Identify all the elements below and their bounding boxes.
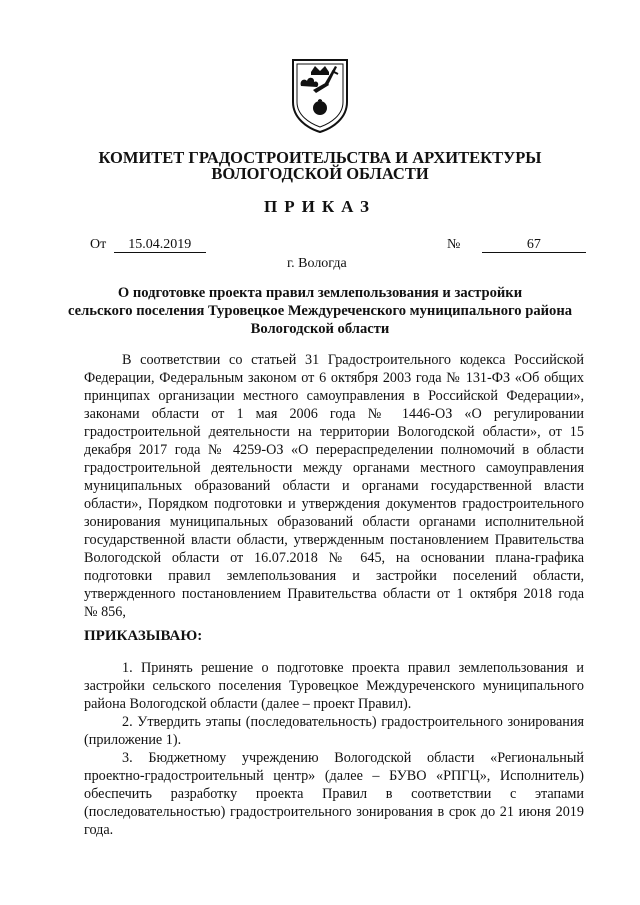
text-line: градостроительной деятельности на территории Вологодской области», от 15 bbox=[84, 424, 584, 440]
text-line: года. bbox=[84, 822, 114, 838]
subject-line: О подготовке проекта правил землепользования и застройки bbox=[117, 285, 523, 301]
text-line: утвержденного постановлением Правительства области от 1 октября 2018 года bbox=[84, 586, 584, 602]
order-item-1 bbox=[84, 659, 584, 713]
preamble-paragraph bbox=[84, 351, 584, 621]
text-line: подготовки правил землепользования и застройки поселений области, bbox=[84, 568, 584, 584]
committee-title-line1: КОМИТЕТ ГРАДОСТРОИТЕЛЬСТВА И АРХИТЕКТУРЫ bbox=[98, 148, 542, 167]
document-subject bbox=[60, 284, 580, 338]
text-line: 3. Бюджетному учреждению Вологодской области «Региональный bbox=[122, 750, 584, 766]
text-line: законами области от 1 мая 2006 года № 1446-ОЗ «О регулировании bbox=[84, 406, 584, 422]
text-line: государственной власти области, утвержденным постановлением Правительства bbox=[84, 532, 584, 548]
date-line bbox=[90, 236, 206, 254]
text-line: зонирования муниципальных образований области органами исполнительной bbox=[84, 514, 584, 530]
committee-title-line2: ВОЛОГОДСКОЙ ОБЛАСТИ bbox=[211, 164, 429, 183]
number-line bbox=[447, 236, 586, 254]
order-word: ПРИКАЗЫВАЮ: bbox=[84, 628, 203, 644]
date-prefix: От bbox=[90, 237, 107, 252]
text-line: Вологодской области от 16.07.2018 № 645, на основании плана-графика bbox=[84, 550, 584, 566]
text-line: № 856, bbox=[84, 604, 126, 620]
text-line: обеспечить разработку проекта Правил в соответствии с этапами bbox=[84, 786, 584, 802]
text-line: муниципальных образований области и органами государственной власти bbox=[84, 478, 584, 494]
text-line: принципах организации местного самоуправления в Российской Федерации», bbox=[84, 388, 584, 404]
text-line: Федерации, Федеральным законом от 6 октября 2003 года № 131-ФЗ «Об общих bbox=[84, 370, 584, 386]
order-item-3 bbox=[84, 749, 584, 839]
text-line: градостроительной деятельности между органами местного самоуправления bbox=[84, 460, 584, 476]
text-line: (приложение 1). bbox=[84, 732, 182, 748]
city: г. Вологда bbox=[287, 256, 347, 271]
order-item-2 bbox=[84, 713, 584, 749]
text-line: района Вологодской области (далее – проект Правил). bbox=[84, 696, 412, 712]
text-line: застройки сельского поселения Туровецкое Междуреченского муниципального bbox=[84, 678, 584, 694]
text-line: области», Порядком подготовки и утверждения документов градостроительного bbox=[84, 496, 584, 512]
text-line: проектно-градостроительный центр» (далее – БУВО «РПГЦ», Исполнитель) bbox=[84, 768, 584, 784]
date-value: 15.04.2019 bbox=[114, 237, 206, 253]
text-line: декабря 2017 года № 4259-ОЗ «О перераспределении полномочий в области bbox=[84, 442, 584, 458]
coat-of-arms-icon bbox=[289, 56, 351, 134]
text-line: 1. Принять решение о подготовке проекта правил землепользования и bbox=[122, 660, 584, 676]
text-line: 2. Утвердить этапы (последовательность) градостроительного зонирования bbox=[122, 714, 584, 730]
number-value: 67 bbox=[482, 237, 586, 253]
text-line: (последовательностью) градостроительного зонирования в срок до 21 июня 2019 bbox=[84, 804, 584, 820]
document-type-title: ПРИКАЗ bbox=[264, 197, 376, 216]
subject-line: Вологодской области bbox=[250, 321, 390, 337]
text-line: В соответствии со статьей 31 Градостроительного кодекса Российской bbox=[122, 352, 584, 368]
number-prefix: № bbox=[447, 237, 461, 252]
subject-line: сельского поселения Туровецкое Междуреченского муниципального района bbox=[67, 303, 573, 319]
